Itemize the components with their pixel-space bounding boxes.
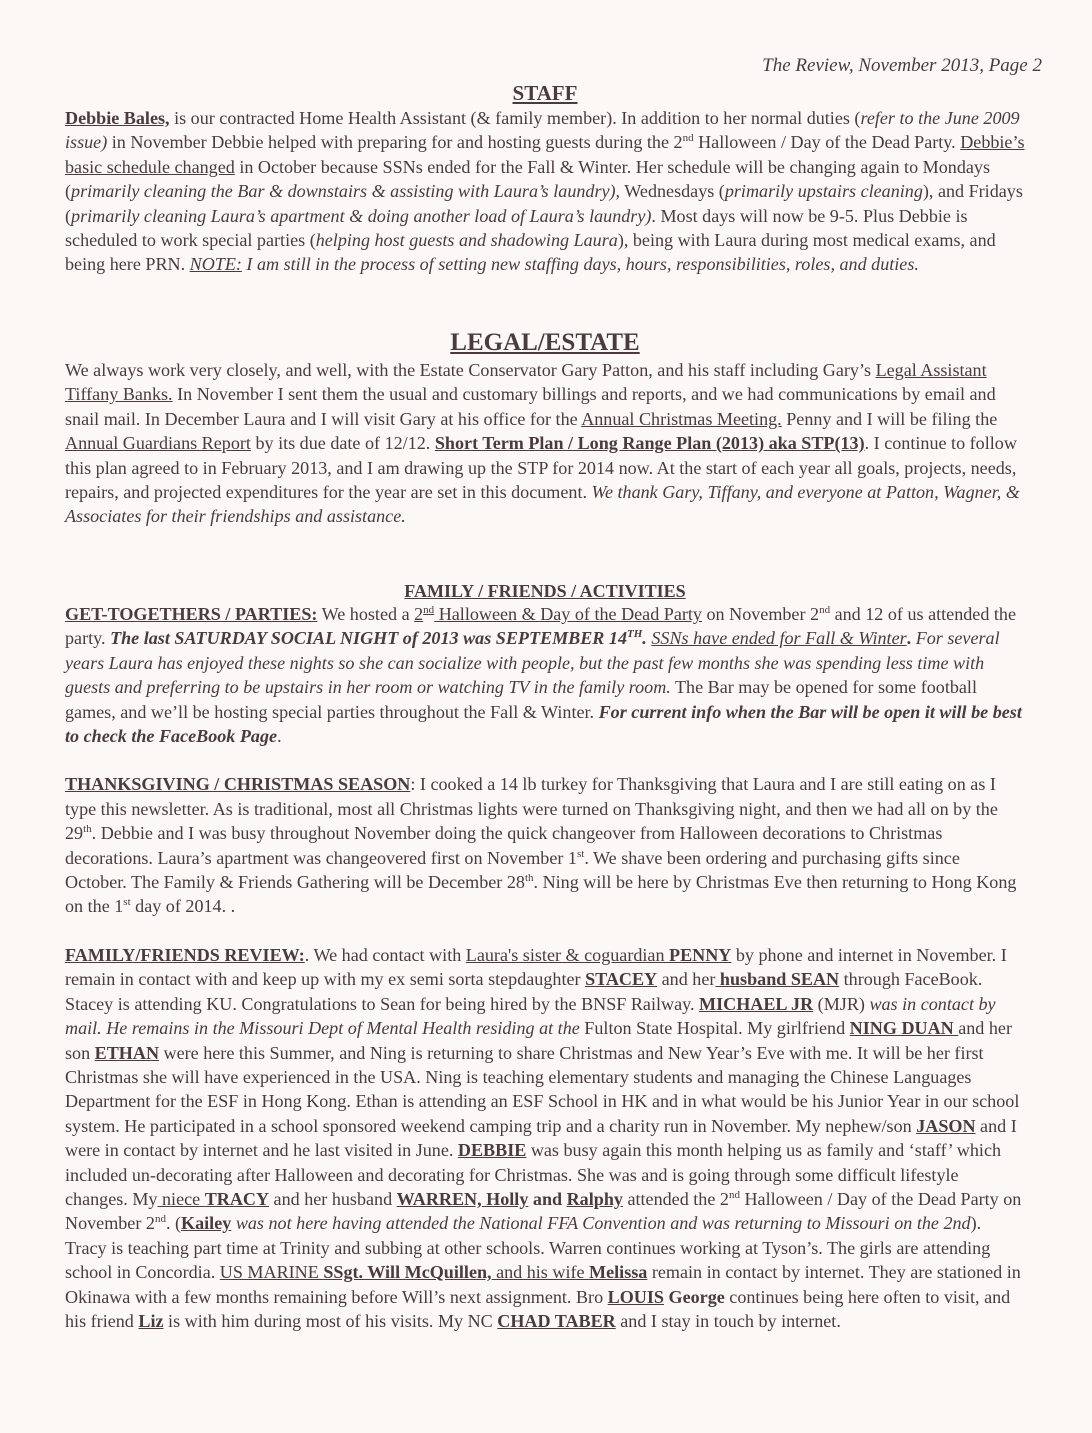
get-togethers-paragraph xyxy=(65,602,1025,748)
text: . I continue to follow this plan agreed to in February 2013, and I am drawing up the STP for 2014 now. At the start of each year all goals, projects, needs, repairs, and projected expenditures for the year are set in this document. xyxy=(65,433,1017,503)
text: 2 xyxy=(414,604,424,624)
family-review-paragraph xyxy=(65,943,1025,1334)
text: WARREN, Holly xyxy=(396,1188,529,1209)
text: For several years Laura has enjoyed these nights so she can socialize with people, but the past few months she was spending less time with guests and preferring to be upstairs in her room or watching TV in the family room. xyxy=(65,628,1000,698)
text: by its due date of 12/12. xyxy=(250,433,435,454)
text: through FaceBook. Stacey is attending KU. Congratulations to Sean for being hired by the BNSF Railway. xyxy=(65,969,983,1014)
text: In November I sent them the usual and customary billings and reports, and we had communications by email and snail mail. In December Laura and I will visit Gary at his office for the xyxy=(65,384,996,429)
sup: nd xyxy=(728,1188,740,1201)
legal-paragraph xyxy=(65,358,1025,529)
staff-section xyxy=(65,80,1025,277)
text: . Ning will be here by Christmas Eve then returning to Hong Kong on the 1 xyxy=(65,872,1017,917)
text: ). Tracy is teaching part time at Trinity and subbing at other schools. Warren continues working at Tyson’s. The girls are attending school in Concordia. xyxy=(65,1213,991,1283)
sup: nd xyxy=(423,603,435,616)
text: attended the 2 xyxy=(622,1188,729,1209)
text: Liz xyxy=(138,1310,164,1331)
text: SSNs have ended for Fall & Winter xyxy=(651,628,907,649)
text: Laura's sister & coguardian xyxy=(465,944,670,965)
text: NING DUAN xyxy=(849,1018,959,1039)
sup: nd xyxy=(154,1213,166,1226)
text: ETHAN xyxy=(94,1042,160,1063)
text: . xyxy=(642,628,647,649)
text: . Most days will now be 9-5. Plus Debbie is scheduled to work special parties ( xyxy=(65,205,968,251)
sup: th xyxy=(524,872,534,885)
text: TRACY xyxy=(204,1188,270,1209)
text: . xyxy=(277,726,282,747)
text: and xyxy=(528,1188,567,1209)
text: . xyxy=(906,628,912,649)
page-header: The Review, November 2013, Page 2 xyxy=(762,55,1042,76)
text: SSgt. Will McQuillen, xyxy=(323,1262,492,1283)
thanksgiving-paragraph xyxy=(65,772,1025,918)
sup: st xyxy=(123,896,131,909)
text: STACEY xyxy=(585,969,658,990)
text: is our contracted Home Health Assistant (& family member). In addition to her normal duties ( xyxy=(169,108,861,128)
text: Annual Christmas Meeting. xyxy=(581,408,782,429)
legal-section xyxy=(65,328,1025,529)
text: Fulton State Hospital. My girlfriend xyxy=(579,1018,850,1039)
text: PENNY xyxy=(669,944,732,965)
text: remain in contact by internet. They are stationed in Okinawa with a few months remaining before Will’s next assignment. Bro xyxy=(65,1262,1021,1307)
text: JASON xyxy=(916,1115,976,1136)
legal-heading: LEGAL/ESTATE xyxy=(450,329,640,356)
text: We thank Gary, Tiffany, and everyone at Patton, Wagner, & Associates for their friendships and assistance. xyxy=(65,482,1020,527)
text: was in contact by mail. He remains in the Missouri Dept of Mental Health residing at the xyxy=(65,993,996,1039)
text: Halloween / Day of the Dead Party on November 2 xyxy=(65,1188,1022,1234)
family-review-label: FAMILY/FRIENDS REVIEW: xyxy=(65,944,305,965)
text: We always work very closely, and well, with the Estate Conservator Gary Patton, and his staff including Gary’s xyxy=(65,360,876,380)
text: primarily upstairs cleaning xyxy=(724,181,923,202)
text: primarily cleaning the Bar & downstairs & assisting with Laura’s laundry), xyxy=(71,181,621,202)
text: Debbie’s basic schedule changed xyxy=(65,132,1025,177)
text: Wednesdays ( xyxy=(620,181,725,202)
text: Short Term Plan / Long Range Plan (2013) aka STP(13) xyxy=(434,433,865,454)
note-text: I am still in the process of setting new staffing days, hours, responsibilities, roles, and duties. xyxy=(241,254,919,275)
text: and his wife xyxy=(491,1262,590,1283)
text: were here this Summer, and Ning is returning to share Christmas and New Year’s Eve with me. It will be her first Christmas she will have experienced in the USA. Ning is teaching elementary students and managing the Chinese Languages Department for the ESF in Hong Kong. Ethan is attending an ESF School in HK and in what would be his Junior Year in our school system. He participated in a school sponsored weekend camping trip and a charity run in November. My nephew/son xyxy=(65,1042,1020,1136)
text: and her husband xyxy=(269,1188,397,1209)
sup: TH xyxy=(627,628,643,641)
text: . ( xyxy=(165,1213,182,1234)
text: was busy again this month helping us as family and ‘staff’ which included un-decorating after Halloween and decorating for Christmas. She was and is going through some difficult lifestyle changes. My xyxy=(65,1140,1002,1209)
staff-paragraph xyxy=(65,106,1025,277)
text: Penny and I will be filing the xyxy=(781,408,998,429)
sup: nd xyxy=(682,132,694,145)
text: in October because SSNs ended for the Fall & Winter. Her schedule will be changing again to Mondays ( xyxy=(65,156,990,202)
text: ), and Fridays ( xyxy=(65,181,1023,226)
note-label: NOTE: xyxy=(189,254,242,275)
text: Legal Assistant Tiffany Banks. xyxy=(65,360,987,405)
family-heading: FAMILY / FRIENDS / ACTIVITIES xyxy=(404,581,686,601)
text: We hosted a xyxy=(317,604,415,624)
get-togethers-label: GET-TOGETHERS / PARTIES: xyxy=(65,604,318,624)
text: and I stay in touch by internet. xyxy=(615,1310,841,1331)
text: refer to the June 2009 issue) xyxy=(65,108,1020,153)
text: day of 2014. . xyxy=(130,896,236,917)
text: US MARINE xyxy=(219,1262,324,1283)
text: and her xyxy=(657,969,716,990)
text: is with him during most of his visits. My NC xyxy=(163,1310,498,1331)
text: niece xyxy=(157,1188,205,1209)
text: and 12 of us attended the party. xyxy=(65,604,1016,649)
thanksgiving-label: THANKSGIVING / CHRISTMAS SEASON xyxy=(65,774,411,795)
family-section xyxy=(65,580,1025,1333)
text: Annual Guardians Report xyxy=(65,433,251,454)
text: Halloween & Day of the Dead Party xyxy=(434,604,702,624)
text: Kailey xyxy=(181,1213,232,1234)
text: helping host guests and shadowing Laura xyxy=(315,230,618,251)
text: in November Debbie helped with preparing for and hosting guests during the 2 xyxy=(107,132,683,153)
staff-heading: STAFF xyxy=(512,81,578,105)
text: and I were in contact by internet and he last visited in June. xyxy=(65,1115,1017,1161)
sup: nd xyxy=(819,603,831,616)
text: Ralphy xyxy=(566,1188,623,1209)
text: CHAD TABER xyxy=(497,1310,616,1331)
text: husband SEAN xyxy=(715,969,840,990)
text: The last SATURDAY SOCIAL NIGHT of 2013 was SEPTEMBER 14 xyxy=(110,628,627,649)
text: The Bar may be opened for some football games, and we’ll be hosting special parties throughout the Fall & Winter. xyxy=(65,677,977,722)
text: DEBBIE xyxy=(457,1140,527,1161)
text: For current info when the Bar will be open it will be best to check the FaceBook Page xyxy=(65,701,1022,747)
text: Melissa xyxy=(589,1262,648,1283)
text: . We shave been ordering and purchasing gifts since October. The Family & Friends Gathering will be December 28 xyxy=(65,847,960,893)
text: by phone and internet in November. I remain in contact with and keep up with my ex semi sorta stepdaughter xyxy=(65,944,1007,990)
sup: th xyxy=(83,823,92,836)
text: was not here having attended the National FFA Convention and was returning to Missouri on the 2nd xyxy=(231,1213,971,1234)
text: and her son xyxy=(65,1018,1012,1063)
text: MICHAEL JR xyxy=(699,993,814,1014)
text: LOUIS xyxy=(607,1286,664,1307)
text: primarily cleaning Laura’s apartment & doing another load of Laura’s laundry) xyxy=(71,205,652,226)
text: : I cooked a 14 lb turkey for Thanksgiving that Laura and I are still eating on as I type this newsletter. As is traditional, most all Christmas lights were turned on Thanksgiving night, and then we had all on by the 29 xyxy=(65,774,998,844)
sup: st xyxy=(576,847,585,860)
text: continues being here often to visit, and his friend xyxy=(65,1286,1011,1331)
staff-name: Debbie Bales, xyxy=(65,108,170,128)
text: on November 2 xyxy=(701,604,820,624)
text: . Debbie and I was busy throughout November doing the quick changeover from Halloween decorations to Christmas decorations. Laura’s apartment was changeovered first on November 1 xyxy=(65,823,943,868)
text: (MJR) xyxy=(813,993,870,1014)
text: George xyxy=(663,1286,725,1307)
text: Halloween / Day of the Dead Party. xyxy=(693,132,961,153)
text: . We had contact with xyxy=(304,944,466,965)
text: ), being with Laura during most medical exams, and being here PRN. xyxy=(65,230,996,275)
